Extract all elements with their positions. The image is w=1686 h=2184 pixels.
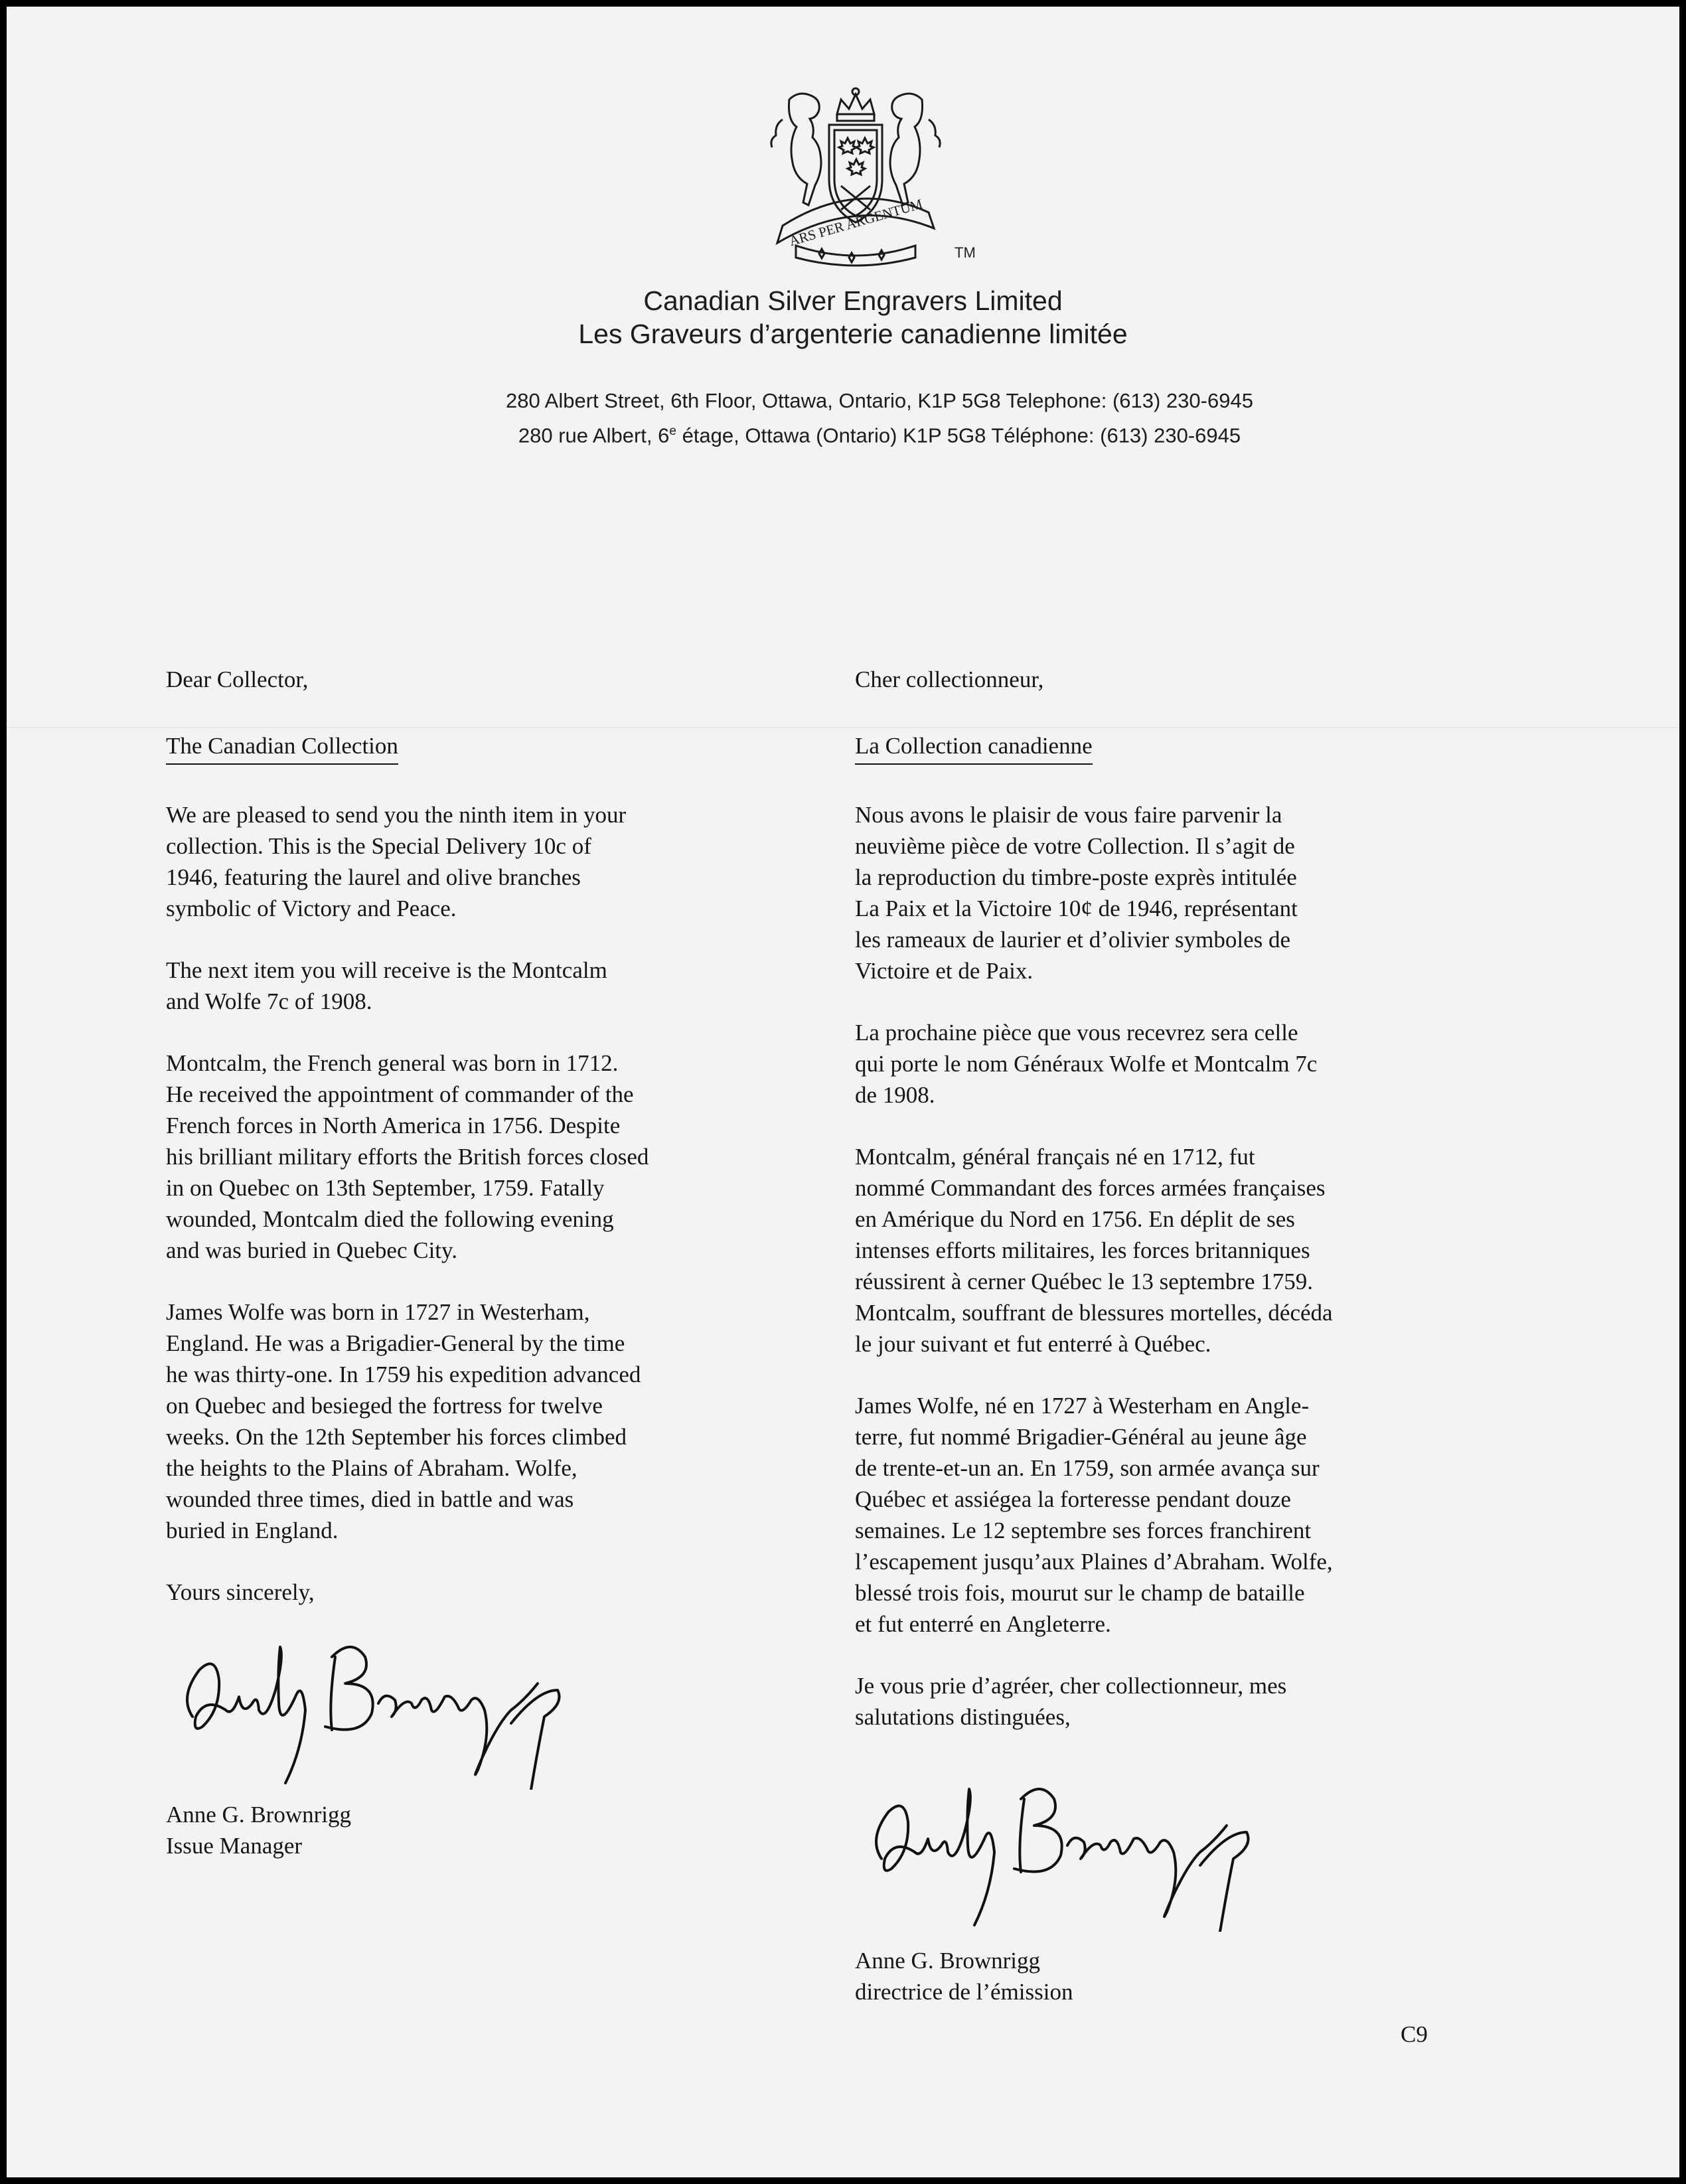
body-paragraph: We are pleased to send you the ninth item in your collection. This is the Special Delivery 10c of 1946, featuring the laurel and olive branches symbolic of Victory and Peace. bbox=[166, 802, 627, 921]
company-name-fr: Les Graveurs d’argenterie canadienne limitée bbox=[578, 319, 1128, 349]
letter-page bbox=[7, 7, 1679, 2177]
body-paragraph: James Wolfe, né en 1727 à Westerham en Angle- terre, fut nommé Brigadier-Général au jeune âge de trente-et-un an. En 1759, son armée avança sur Québec et assiégea la forteresse pendant douze semaines. Le 12 septembre ses forces franchirent l’escapement jusqu’aux Plaines d’Abraham. Wolfe, blessé trois fois, mourut sur le champ de bataille et fut enterré en Angleterre. bbox=[855, 1393, 1333, 1637]
body-paragraph: Montcalm, général français né en 1712, fut nommé Commandant des forces armées françaises en Amérique du Nord en 1756. En déplit de ses intenses efforts militaires, les forces britanniques réussirent à cerner Québec le 13 septembre 1759. Montcalm, souffrant de blessures mortelles, décéda le jour suivant et fut enterré à Québec. bbox=[855, 1144, 1333, 1357]
page-code: C9 bbox=[1401, 2021, 1428, 2047]
english-column bbox=[166, 664, 790, 1861]
address-fr-part: étage, Ottawa (Ontario) K1P 5G8 Téléphone: (613) 230-6945 bbox=[676, 424, 1241, 447]
company-name-en: Canadian Silver Engravers Limited bbox=[643, 285, 1063, 316]
signer-title: directrice de l’émission bbox=[855, 1979, 1073, 2005]
handwritten-signature bbox=[855, 1759, 1320, 1932]
signer-name: Anne G. Brownrigg bbox=[855, 1948, 1040, 1974]
body-paragraph: La prochaine pièce que vous recevrez sera celle qui porte le nom Généraux Wolfe et Montcalm 7c de 1908. bbox=[855, 1020, 1318, 1108]
trademark-mark: TM bbox=[955, 244, 976, 261]
salutation: Cher collectionneur, bbox=[855, 666, 1044, 692]
body-paragraph: The next item you will receive is the Montcalm and Wolfe 7c of 1908. bbox=[166, 957, 607, 1014]
salutation: Dear Collector, bbox=[166, 666, 309, 692]
coat-of-arms-crest-icon bbox=[755, 80, 956, 279]
address-en: 280 Albert Street, 6th Floor, Ottawa, Ontario, K1P 5G8 Telephone: (613) 230-6945 bbox=[506, 389, 1253, 412]
signer-title: Issue Manager bbox=[166, 1833, 303, 1859]
crest-motto: ARS PER ARGENTUM bbox=[787, 195, 925, 250]
body-paragraph: Nous avons le plaisir de vous faire parvenir la neuvième pièce de votre Collection. Il s’agit de la reproduction du timbre-poste exprès intitulée La Paix et la Victoire 10¢ de 1946, représentant les rameaux de laurier et d’olivier symboles de Victoire et de Paix. bbox=[855, 802, 1298, 984]
french-column bbox=[855, 664, 1486, 2007]
closing: Yours sincerely, bbox=[166, 1579, 315, 1605]
address-fr-superscript: e bbox=[669, 424, 676, 438]
subject-line: The Canadian Collection bbox=[166, 732, 398, 765]
subject-line: La Collection canadienne bbox=[855, 732, 1093, 765]
address-fr bbox=[43, 417, 1679, 450]
signer-name: Anne G. Brownrigg bbox=[166, 1802, 351, 1828]
body-paragraph: Montcalm, the French general was born in 1712. He received the appointment of commander of the French forces in North America in 1756. Despite his brilliant military efforts the British forces closed in on Quebec on 13th September, 1759. Fatally wounded, Montcalm died the following evening and was buried in Quebec City. bbox=[166, 1050, 649, 1263]
closing: Je vous prie d’agréer, cher collectionneur, mes salutations distinguées, bbox=[855, 1673, 1287, 1730]
body-paragraph: James Wolfe was born in 1727 in Westerham, England. He was a Brigadier-General by the time he was thirty-one. In 1759 his expedition advanced on Quebec and besieged the fortress for twelve weeks. On the 12th September his forces climbed the heights to the Plains of Abraham. Wolfe, wounded three times, died in battle and was buried in England. bbox=[166, 1299, 641, 1543]
handwritten-signature bbox=[166, 1617, 631, 1790]
address-fr-part: 280 rue Albert, 6 bbox=[518, 424, 670, 447]
